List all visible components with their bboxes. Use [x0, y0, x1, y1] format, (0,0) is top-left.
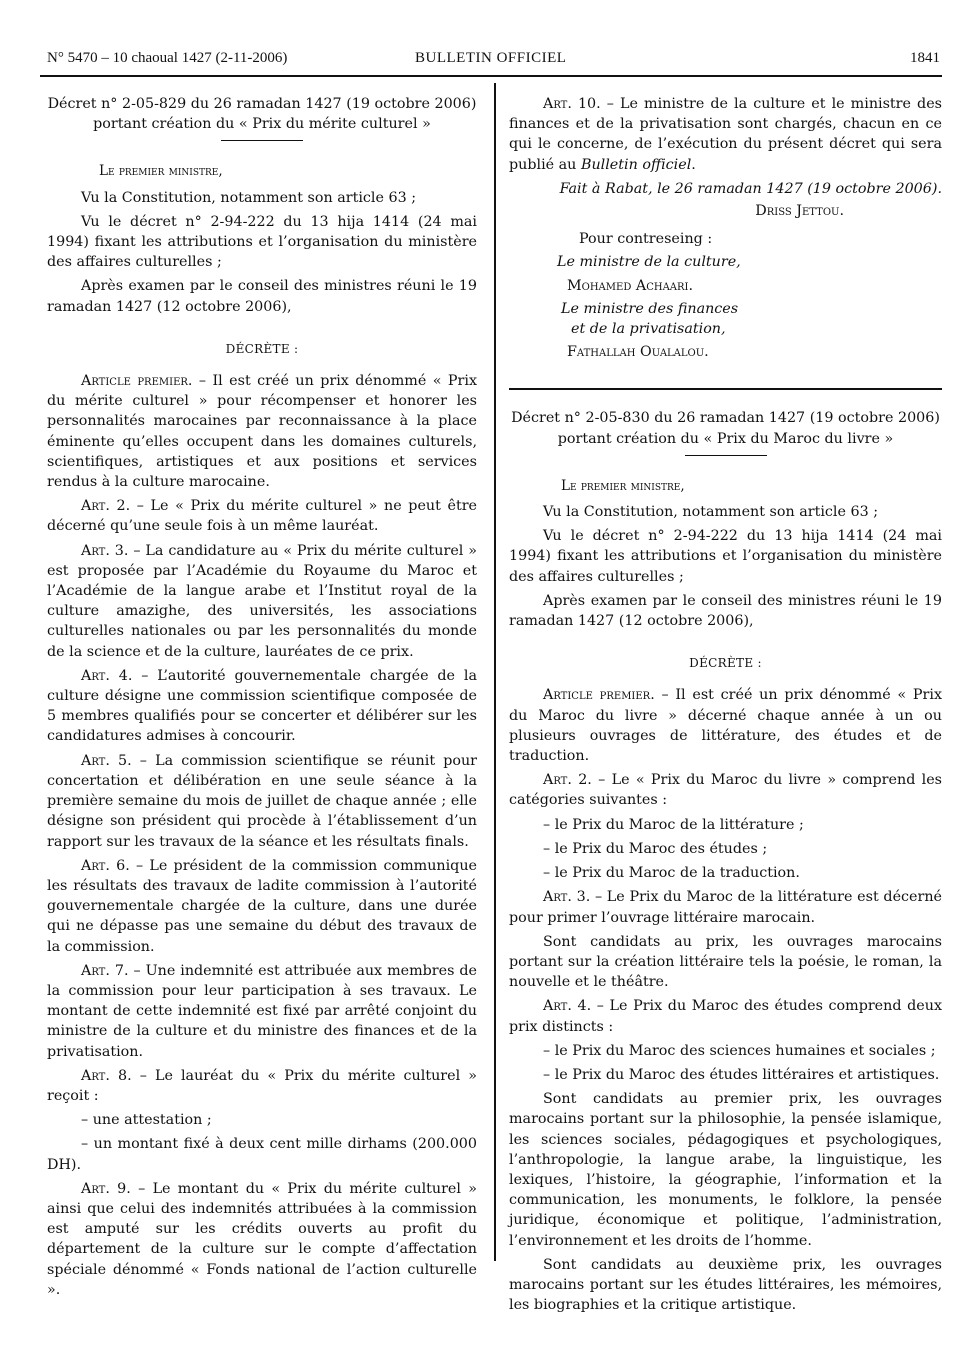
article-text: – Le lauréat du « Prix du mérite culturel » reçoit :	[47, 1067, 477, 1104]
article-label: Art. 2.	[543, 772, 592, 789]
decree2-article-3	[509, 887, 942, 927]
list-item: – une attestation ;	[81, 1112, 212, 1129]
article-label: Art. 3.	[81, 542, 129, 559]
decree1-title-line2: portant création du « Prix du mérite culturel »	[93, 116, 431, 133]
decree2-visa2: Vu le décret n° 2-94-222 du 13 hija 1414 (24 mai 1994) fixant les attributions et l’organisation du ministère des affaires culturelles ;	[509, 528, 942, 585]
column-divider	[494, 83, 496, 1261]
article-label: Article premier.	[543, 687, 655, 704]
decree1-visa2: Vu le décret n° 2-94-222 du 13 hija 1414 (24 mai 1994) fixant les attributions et l’organisation du ministère des affaires culturelles ;	[47, 213, 477, 271]
article-text: – Le « Prix du mérite culturel » ne peut être décerné qu’une seule fois à un même lauréat.	[47, 498, 477, 535]
article-text: – Il est créé un prix dénommé « Prix du mérite culturel » pour récompenser et honorer les personnalités marocaines par reconnaissance à la place éminente qu’elles occupent dans les domaines culturels, scientifiques, artistiques et aux positions et services rendus à la culture marocaine.	[47, 373, 478, 491]
decree2-visa1: Vu la Constitution, notamment son article 63 ;	[543, 504, 879, 521]
left-column	[47, 94, 477, 1304]
article-label: Art. 6.	[81, 857, 130, 874]
decree2-title-line1: Décret n° 2-05-830 du 26 ramadan 1427 (19 octobre 2006)	[511, 410, 940, 427]
decree1-article-1	[47, 371, 477, 492]
decree1-decrete: DÉCRÈTE :	[225, 341, 299, 356]
decree1-signer: Driss Jettou.	[755, 203, 844, 220]
decree2-article-2	[509, 770, 942, 810]
article-label: Article premier.	[81, 373, 193, 390]
minister-culture-name: Mohamed Achaari.	[567, 277, 694, 294]
decree1-visa1: Vu la Constitution, notamment son article 63 ;	[81, 189, 417, 206]
article-label: Art. 3.	[543, 889, 591, 906]
article-text: – La commission scientifique se réunit pour concertation et délibération en une seule séance à la première semaine du mois de juillet de chaque année ; elle désigne son président qui procède à l’établissement d’un rapport sur les travaux de la séance et les résultats finals.	[47, 752, 478, 850]
article-label: Art. 4.	[543, 998, 592, 1015]
article-text: – La candidature au « Prix du mérite culturel » est proposée par l’Académie du Royaume du Maroc et l’Académie de la langue arabe et l’Institut royal de la culture amazighe, des universités, les associations culturelles nationales ou par les personnalités du monde de la science et de la culture, lauréates de ce prix.	[47, 542, 478, 660]
article-text: – Une indemnité est attribuée aux membres de la commission pour leur participation à ses travaux. Le montant de cette indemnité est fixé par arrêté conjoint du ministre de la culture et du ministre des finances et de la privatisation.	[47, 962, 478, 1060]
decree-separator	[509, 388, 942, 390]
header-divider	[40, 75, 942, 77]
decree2-article-4-p2: Sont candidats au premier prix, les ouvrages marocains portant sur la philosophie, la pensée islamique, les sciences sociales, pédagogiques et psychologiques, l’anthropologie, la langue arabe, la linguistique, les lexiques, l’histoire, la géographie, l’information et la communication, les monuments, le folklore, la pensée juridique, économique et politique, l’administration, l’environnement et les droits de l’homme.	[509, 1091, 942, 1249]
minister-finance-name: Fathallah Oualalou.	[567, 344, 709, 361]
decree1-article-2	[47, 496, 477, 536]
countersign-label: Pour contreseing :	[579, 231, 713, 248]
decree2-visa3: Après examen par le conseil des ministres réuni le 19 ramadan 1427 (12 octobre 2006),	[509, 592, 942, 630]
decree1-minister: Le premier ministre,	[99, 163, 223, 180]
list-item: – le Prix du Maroc de la traduction.	[543, 865, 800, 882]
bulletin-reference: Bulletin officiel	[580, 156, 692, 173]
list-item: – le Prix du Maroc des sciences humaines et sociales ;	[543, 1042, 936, 1059]
decree1-article-6	[47, 856, 477, 957]
article-label: Art. 9.	[81, 1180, 131, 1197]
article-text: – Le ministre de la culture et le ministre des finances et de la privatisation sont chargés, chacun en ce qui le concerne, de l’exécution du présent décret qui sera publié au	[509, 96, 942, 173]
article-label: Art. 7.	[81, 962, 129, 979]
decree2-minister: Le premier ministre,	[561, 477, 685, 494]
article-label: Art. 2.	[81, 498, 131, 515]
issue-number: N° 5470 – 10 chaoual 1427 (2-11-2006)	[47, 50, 288, 66]
article-text: – Le montant du « Prix du mérite culturel » ainsi que celui des indemnités attribuées à la commission est amputé sur les crédits ouverts au profit du département de la culture sur le compte d’affectation spéciale dénommé « Fonds national de l’action culturelle ».	[47, 1180, 477, 1298]
decree1-article-9	[47, 1179, 477, 1300]
article-label: Art. 4.	[81, 667, 133, 684]
article-text: – Le Prix du Maroc de la littérature est décerné pour primer l’ouvrage littéraire marocain.	[509, 889, 943, 926]
right-column	[509, 94, 942, 1319]
decree1-title-line1: Décret n° 2-05-829 du 26 ramadan 1427 (19 octobre 2006)	[47, 96, 477, 112]
article-text: – Le président de la commission communique les résultats des travaux de ladite commission à l’autorité gouvernementale chargée de la culture, dans une durée qui ne dépasse pas une semaine du début des travaux de la commission.	[47, 857, 477, 955]
decree2-decrete: DÉCRÈTE :	[689, 656, 762, 671]
article-text: – Le « Prix du Maroc du livre » comprend les catégories suivantes :	[509, 772, 943, 809]
decree1-article-7	[47, 961, 477, 1062]
decree2-title-line2: portant création du « Prix du Maroc du livre »	[557, 430, 894, 447]
decree1-article-5	[47, 751, 477, 852]
decree1-article-3	[47, 541, 477, 662]
decree1-article-8	[47, 1066, 477, 1106]
page-number: 1841	[910, 50, 940, 66]
minister-finance-title2: et de la privatisation,	[571, 321, 726, 338]
article-label: Art. 10.	[543, 96, 601, 112]
list-item: – le Prix du Maroc des études ;	[543, 840, 768, 857]
page-header	[47, 50, 940, 72]
decree2-article-3-p2: Sont candidats au prix, les ouvrages marocains portant sur la création littéraire tels la poésie, le roman, la nouvelle et le théâtre.	[509, 933, 942, 991]
article-text: – L’autorité gouvernementale chargée de la culture désigne une commission scientifique composée de 5 membres qualifiés pour se concerter et délibérer sur les candidatures admises à concourir.	[47, 667, 477, 745]
article-text: – Le Prix du Maroc des études comprend deux prix distincts :	[509, 998, 943, 1035]
minister-finance-title1: Le ministre des finances	[561, 300, 739, 317]
list-item: – le Prix du Maroc de la littérature ;	[543, 816, 804, 833]
decree2-article-1	[509, 685, 942, 766]
decree1-signoff: Fait à Rabat, le 26 ramadan 1427 (19 octobre 2006).	[559, 180, 942, 197]
decree1-visa3: Après examen par le conseil des ministres réuni le 19 ramadan 1427 (12 octobre 2006),	[47, 278, 477, 315]
list-item: – le Prix du Maroc des études littéraires et artistiques.	[543, 1066, 940, 1083]
minister-culture-title: Le ministre de la culture,	[557, 254, 741, 271]
publication-title: BULLETIN OFFICIEL	[415, 50, 567, 66]
decree1-article-10	[509, 94, 942, 175]
title-divider	[221, 140, 303, 141]
article-label: Art. 5.	[81, 752, 132, 769]
decree2-article-4	[509, 996, 942, 1036]
decree1-article-4	[47, 666, 477, 747]
article-label: Art. 8.	[81, 1067, 132, 1084]
list-item: – un montant fixé à deux cent mille dirhams (200.000 DH).	[47, 1136, 477, 1173]
decree2-article-4-p3: Sont candidats au deuxième prix, les ouvrages marocains portant sur les études littéraires, les mémoires, les biographies et la critique artistique.	[509, 1256, 942, 1314]
article-text: – Il est créé un prix dénommé « Prix du Maroc du livre » décerné chaque année à un ou plusieurs ouvrages de littérature, des études et de traduction.	[509, 687, 943, 765]
article-text-end: .	[691, 156, 696, 173]
title-divider	[685, 455, 767, 456]
